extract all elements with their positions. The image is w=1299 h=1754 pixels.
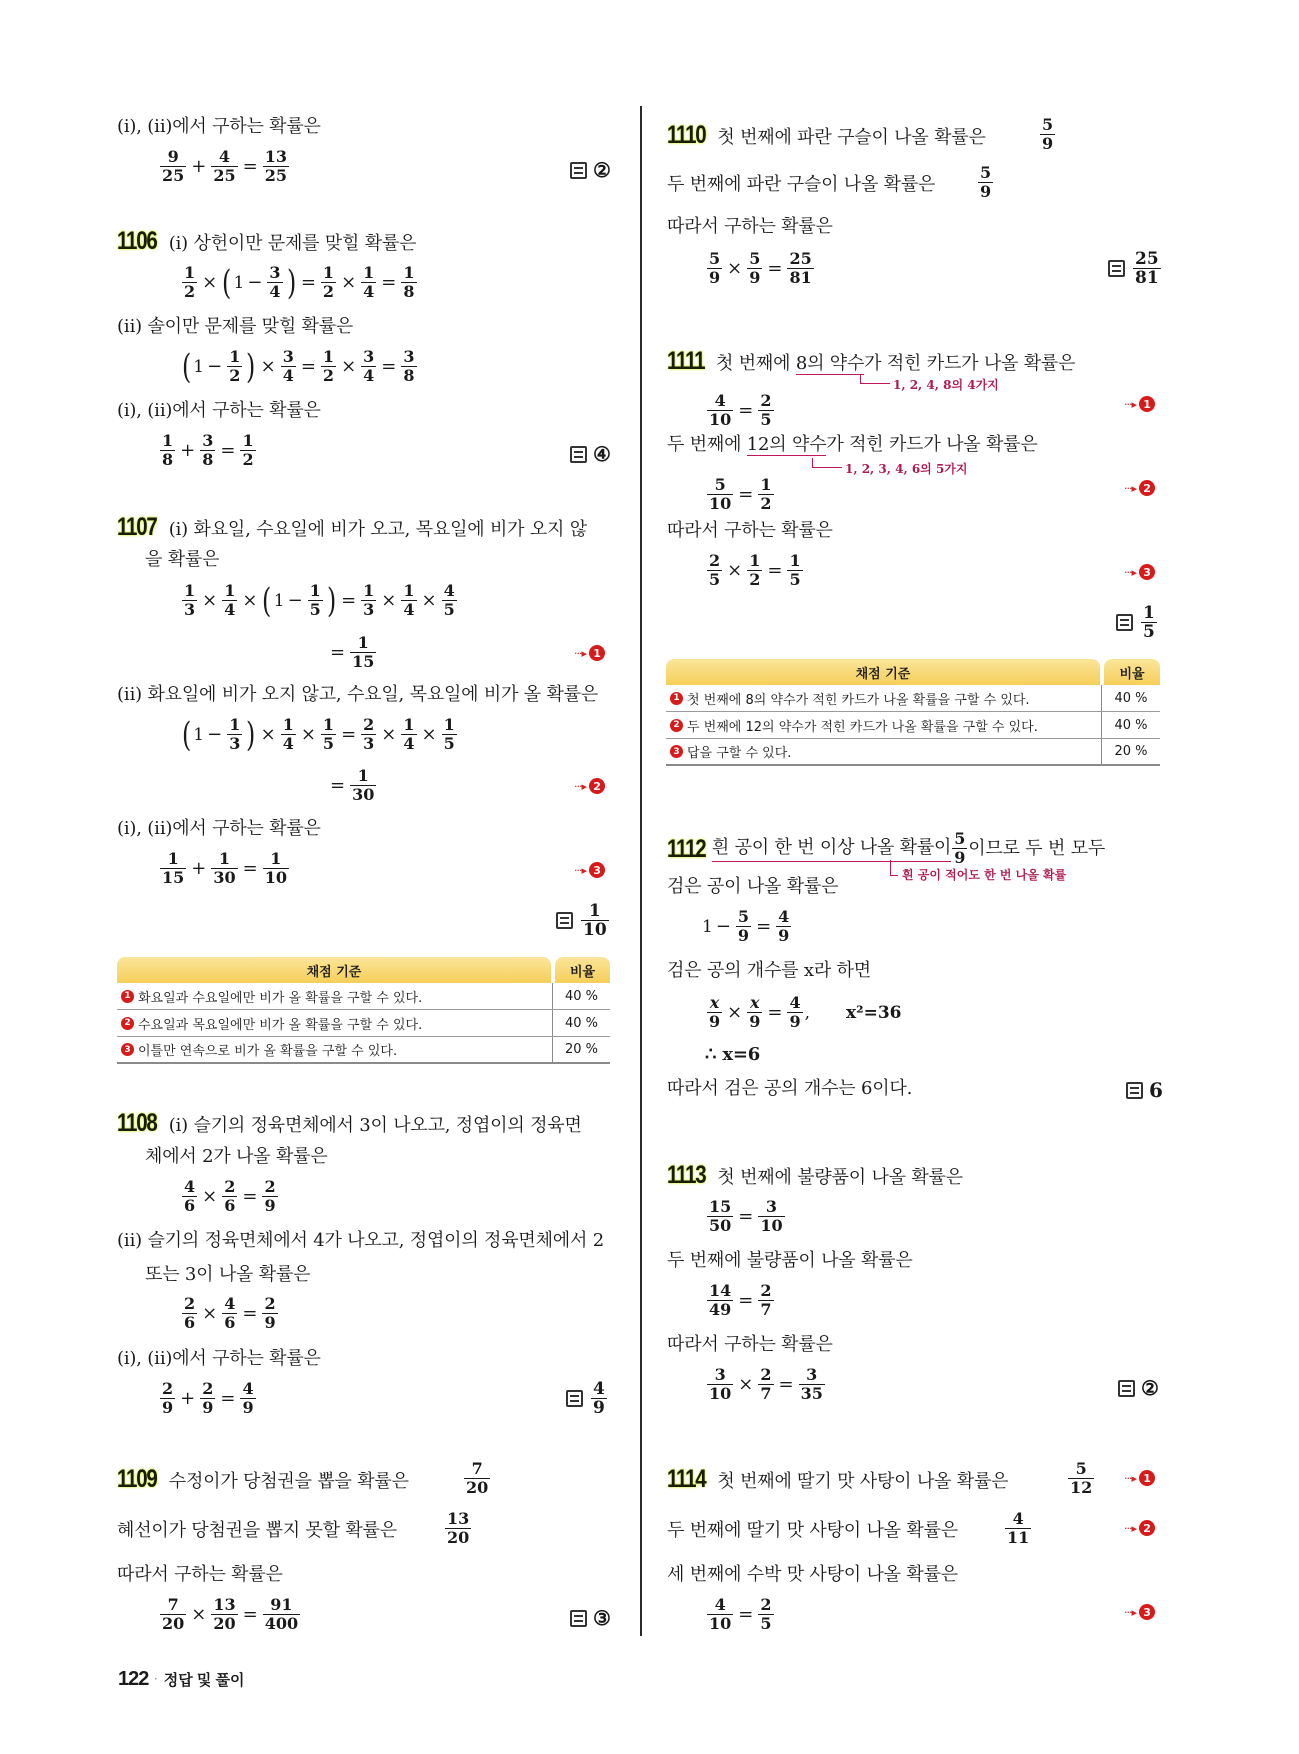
step-marker-1: ···▸ 1 [1124,1470,1155,1486]
p1108-line2b: 또는 3이 나올 확률은 [145,1264,311,1285]
equation-1111-1: $\frac{4}{10}$ = $\frac{2}{5}$ [709,391,772,429]
p1109-line3: 따라서 구하는 확률은 [117,1564,283,1585]
answer-box-icon [570,1610,587,1627]
annotation-bracket [812,458,842,468]
page-footer: 122 · 정답 및 풀이 [118,1668,245,1690]
p1110-line2: 두 번째에 파란 구슬이 나올 확률은 [667,174,936,195]
equation-1114-3: $\frac{4}{10}$ = $\frac{2}{5}$ [709,1595,772,1633]
equation-1111-2: $\frac{5}{10}$ = $\frac{1}{2}$ [709,475,772,513]
equation-1112-2: $\frac{x}{9}$ × $\frac{x}{9}$ = $\frac{4}{9}$ , x²=36 [709,993,902,1031]
equation-1110: $\frac{5}{9}$ × $\frac{5}{9}$ = $\frac{25}{81}$ [709,249,812,287]
step-marker-1: ···▸ 1 [1124,396,1155,412]
frac-5-9-b: $\frac{5}{9}$ [980,163,992,201]
answer-1110: $\frac{25}{81}$ [1108,250,1163,287]
answer-box-icon [1116,614,1133,631]
step-marker-2: ···▸ 2 [1124,480,1155,496]
problem-number: 1109 [117,1465,157,1493]
table-header-criteria: 채점 기준 [666,659,1100,685]
step-marker-2: ···▸ 2 [1124,1520,1155,1536]
underlined-term: 8의 약수 [795,353,865,374]
step-marker-3: ···▸ 3 [574,862,605,878]
equation-1107-3: $\frac{1}{15}$ + $\frac{1}{30}$ = $\frac{1}{10}$ [162,849,287,887]
problem-number: 1111 [667,347,705,375]
annotation-note-1: 1, 2, 4, 8의 4가지 [893,378,999,392]
answer-box-icon [1118,1380,1135,1397]
answer-box-icon [556,912,573,929]
equation-1107-1b: = $\frac{1}{15}$ [330,633,375,671]
problem-1112: 1112 흰 공이 한 번 이상 나올 확률이 $\frac{5}{9}$ 이므로 두 번 모두 [667,829,1106,867]
p1112-line3: 검은 공의 개수를 x라 하면 [667,960,871,981]
frac-5-9: $\frac{5}{9}$ [954,829,966,867]
annotation-bracket [890,860,898,876]
underlined-term: 12의 약수 [746,434,827,455]
answer-1111: $\frac{1}{5}$ [1116,604,1159,641]
p1108-line3: (ⅰ), (ⅱ)에서 구하는 확률은 [117,1348,321,1369]
p1107-line2: (ⅱ) 화요일에 비가 오지 않고, 수요일, 목요일에 비가 올 확률은 [117,684,599,705]
annotation-note: 흰 공이 적어도 한 번 나올 확률 [902,868,1067,882]
section-label: 정답 및 풀이 [163,1672,245,1689]
problem-number: 1106 [117,227,157,255]
p1114-line3: 세 번째에 수박 맛 사탕이 나올 확률은 [667,1564,958,1585]
frac-5-9-a: $\frac{5}{9}$ [1042,115,1054,153]
p1106-line3: (ⅰ), (ⅱ)에서 구하는 확률은 [117,400,321,421]
prev-line1: (ⅰ), (ⅱ)에서 구하는 확률은 [117,116,321,137]
p1108-line1b: 체에서 2가 나올 확률은 [145,1146,328,1167]
prev-equation: $\frac{9}{25}$ + $\frac{4}{25}$ = $\frac{13}{25}$ [162,147,287,185]
grading-table-1107 [117,957,610,1064]
equation-1108-1: $\frac{4}{6}$ × $\frac{2}{6}$ = $\frac{2}{9}$ [184,1177,276,1215]
frac-7-20: $\frac{7}{20}$ [466,1459,489,1497]
grading-table-1111 [666,659,1160,766]
problem-1114: 1114 첫 번째에 딸기 맛 사탕이 나올 확률은 [667,1465,1009,1493]
answer-1106: ④ [570,442,611,466]
equation-1113-1: $\frac{15}{50}$ = $\frac{3}{10}$ [709,1197,783,1235]
problem-number: 1112 [667,834,706,863]
answer-1107: $\frac{1}{10}$ [556,902,611,939]
table-row: 3 답을 구할 수 있다. 20 % [666,739,1160,766]
equation-1108-2: $\frac{2}{6}$ × $\frac{4}{6}$ = $\frac{2}{9}$ [184,1294,276,1332]
table-header-ratio: 비율 [1104,659,1160,685]
p1109-line2: 혜선이가 당첨권을 뽑지 못할 확률은 [117,1520,397,1541]
answer-1109: ③ [570,1606,611,1630]
equation-1107-1: $\frac{1}{3}$ × $\frac{1}{4}$ × ( 1 − $\frac{1}{5}$ ) = $\frac{1}{3}$ × $\frac{1}{4}$ × $\frac{4}{5}$ [184,580,455,621]
p1112-line2: 검은 공이 나올 확률은 [667,876,839,897]
answer-1112: 6 [1126,1078,1163,1102]
p1111-line2: 두 번째에 12의 약수가 적힌 카드가 나올 확률은 [667,434,1038,455]
step-marker-3: ···▸ 3 [1124,564,1155,580]
problem-1109: 1109 수정이가 당첨권을 뽑을 확률은 [117,1465,409,1493]
equation-1113-3: $\frac{3}{10}$ × $\frac{2}{7}$ = $\frac{3}{35}$ [709,1365,823,1403]
answer-box-icon [1108,260,1125,277]
page-number: 122 [118,1668,149,1690]
problem-number: 1114 [667,1465,706,1493]
prev-answer: ② [570,158,611,182]
frac-4-11: $\frac{4}{11}$ [1007,1509,1030,1547]
p1107-line3: (ⅰ), (ⅱ)에서 구하는 확률은 [117,818,321,839]
problem-number: 1110 [667,121,706,149]
equation-1109: $\frac{7}{20}$ × $\frac{13}{20}$ = $\frac{91}{400}$ [162,1595,299,1633]
table-header-ratio: 비율 [555,957,610,983]
table-row: 1 첫 번째에 8의 약수가 적힌 카드가 나올 확률을 구할 수 있다. 40 % [666,685,1160,712]
problem-number: 1108 [117,1109,157,1137]
p1113-line2: 두 번째에 불량품이 나올 확률은 [667,1250,913,1271]
problem-1106: 1106 (ⅰ) 상헌이만 문제를 맞힐 확률은 [117,227,417,255]
answer-box-icon [570,446,587,463]
annotation-bracket [860,374,890,384]
problem-1111: 1111 첫 번째에 8의 약수가 적힌 카드가 나올 확률은 [667,347,1076,375]
answer-1108: $\frac{4}{9}$ [566,1380,609,1417]
equation-1106-1: $\frac{1}{2}$ × ( 1 − $\frac{3}{4}$ ) = $\frac{1}{2}$ × $\frac{1}{4}$ = $\frac{1}{8}$ [184,262,415,303]
equation-1112-1: 1 − $\frac{5}{9}$ = $\frac{4}{9}$ [702,907,790,945]
equation-1113-2: $\frac{14}{49}$ = $\frac{2}{7}$ [709,1281,772,1319]
p1114-line2: 두 번째에 딸기 맛 사탕이 나올 확률은 [667,1520,958,1541]
problem-1108: 1108 (ⅰ) 슬기의 정육면체에서 3이 나오고, 정엽이의 정육면 [117,1109,582,1137]
p1106-line2: (ⅱ) 솔이만 문제를 맞힐 확률은 [117,316,354,337]
problem-1113: 1113 첫 번째에 불량품이 나올 확률은 [667,1161,963,1189]
annotation-note-2: 1, 2, 3, 4, 6의 5가지 [845,462,968,476]
frac-5-12: $\frac{5}{12}$ [1070,1459,1093,1497]
step-marker-3: ···▸ 3 [1124,1604,1155,1620]
p1108-line2: (ⅱ) 슬기의 정육면체에서 4가 나오고, 정엽이의 정육면체에서 2 [117,1230,604,1251]
answer-box-icon [1126,1082,1143,1099]
step-marker-2: ···▸ 2 [574,778,605,794]
equation-1106-3: $\frac{1}{8}$ + $\frac{3}{8}$ = $\frac{1}{2}$ [162,431,254,469]
table-header-criteria: 채점 기준 [117,957,551,983]
equation-1111-3: $\frac{2}{5}$ × $\frac{1}{2}$ = $\frac{1}{5}$ [709,551,801,589]
table-row: 2 두 번째에 12의 약수가 적힌 카드가 나올 확률을 구할 수 있다. 40 % [666,712,1160,739]
answer-1113: ② [1118,1376,1159,1400]
problem-1110: 1110 첫 번째에 파란 구슬이 나올 확률은 [667,121,986,149]
p1112-line4: 따라서 검은 공의 개수는 6이다. [667,1078,913,1099]
underlined-term: 흰 공이 한 번 이상 나올 확률이 [712,835,951,862]
p1111-line3: 따라서 구하는 확률은 [667,520,833,541]
equation-1106-2: ( 1 − $\frac{1}{2}$ ) × $\frac{3}{4}$ = $\frac{1}{2}$ × $\frac{3}{4}$ = $\frac{3}{8}$ [181,346,415,387]
problem-number: 1107 [117,513,157,541]
table-row: 2 수요일과 목요일에만 비가 올 확률을 구할 수 있다. 40 % [117,1010,610,1037]
table-row: 3 이틀만 연속으로 비가 올 확률을 구할 수 있다. 20 % [117,1037,610,1064]
p1113-line3: 따라서 구하는 확률은 [667,1334,833,1355]
step-marker-1: ···▸ 1 [574,645,605,661]
answer-box-icon [566,1390,583,1407]
therefore-line: ∴ x=6 [705,1044,761,1065]
p1107-line1b: 을 확률은 [145,549,220,570]
equation-1107-2b: = $\frac{1}{30}$ [330,766,375,804]
p1110-line3: 따라서 구하는 확률은 [667,216,833,237]
equation-1108-3: $\frac{2}{9}$ + $\frac{2}{9}$ = $\frac{4}{9}$ [162,1379,254,1417]
table-row: 1 화요일과 수요일에만 비가 올 확률을 구할 수 있다. 40 % [117,983,610,1010]
frac-13-20: $\frac{13}{20}$ [447,1509,470,1547]
column-divider [640,106,642,1636]
problem-number: 1113 [667,1161,706,1189]
problem-1107: 1107 (ⅰ) 화요일, 수요일에 비가 오고, 목요일에 비가 오지 않 [117,513,587,541]
answer-box-icon [570,162,587,179]
equation-1107-2: ( 1 − $\frac{1}{3}$ ) × $\frac{1}{4}$ × $\frac{1}{5}$ = $\frac{2}{3}$ × $\frac{1}{4}$ × $\frac{1}{5}$ [181,714,455,755]
